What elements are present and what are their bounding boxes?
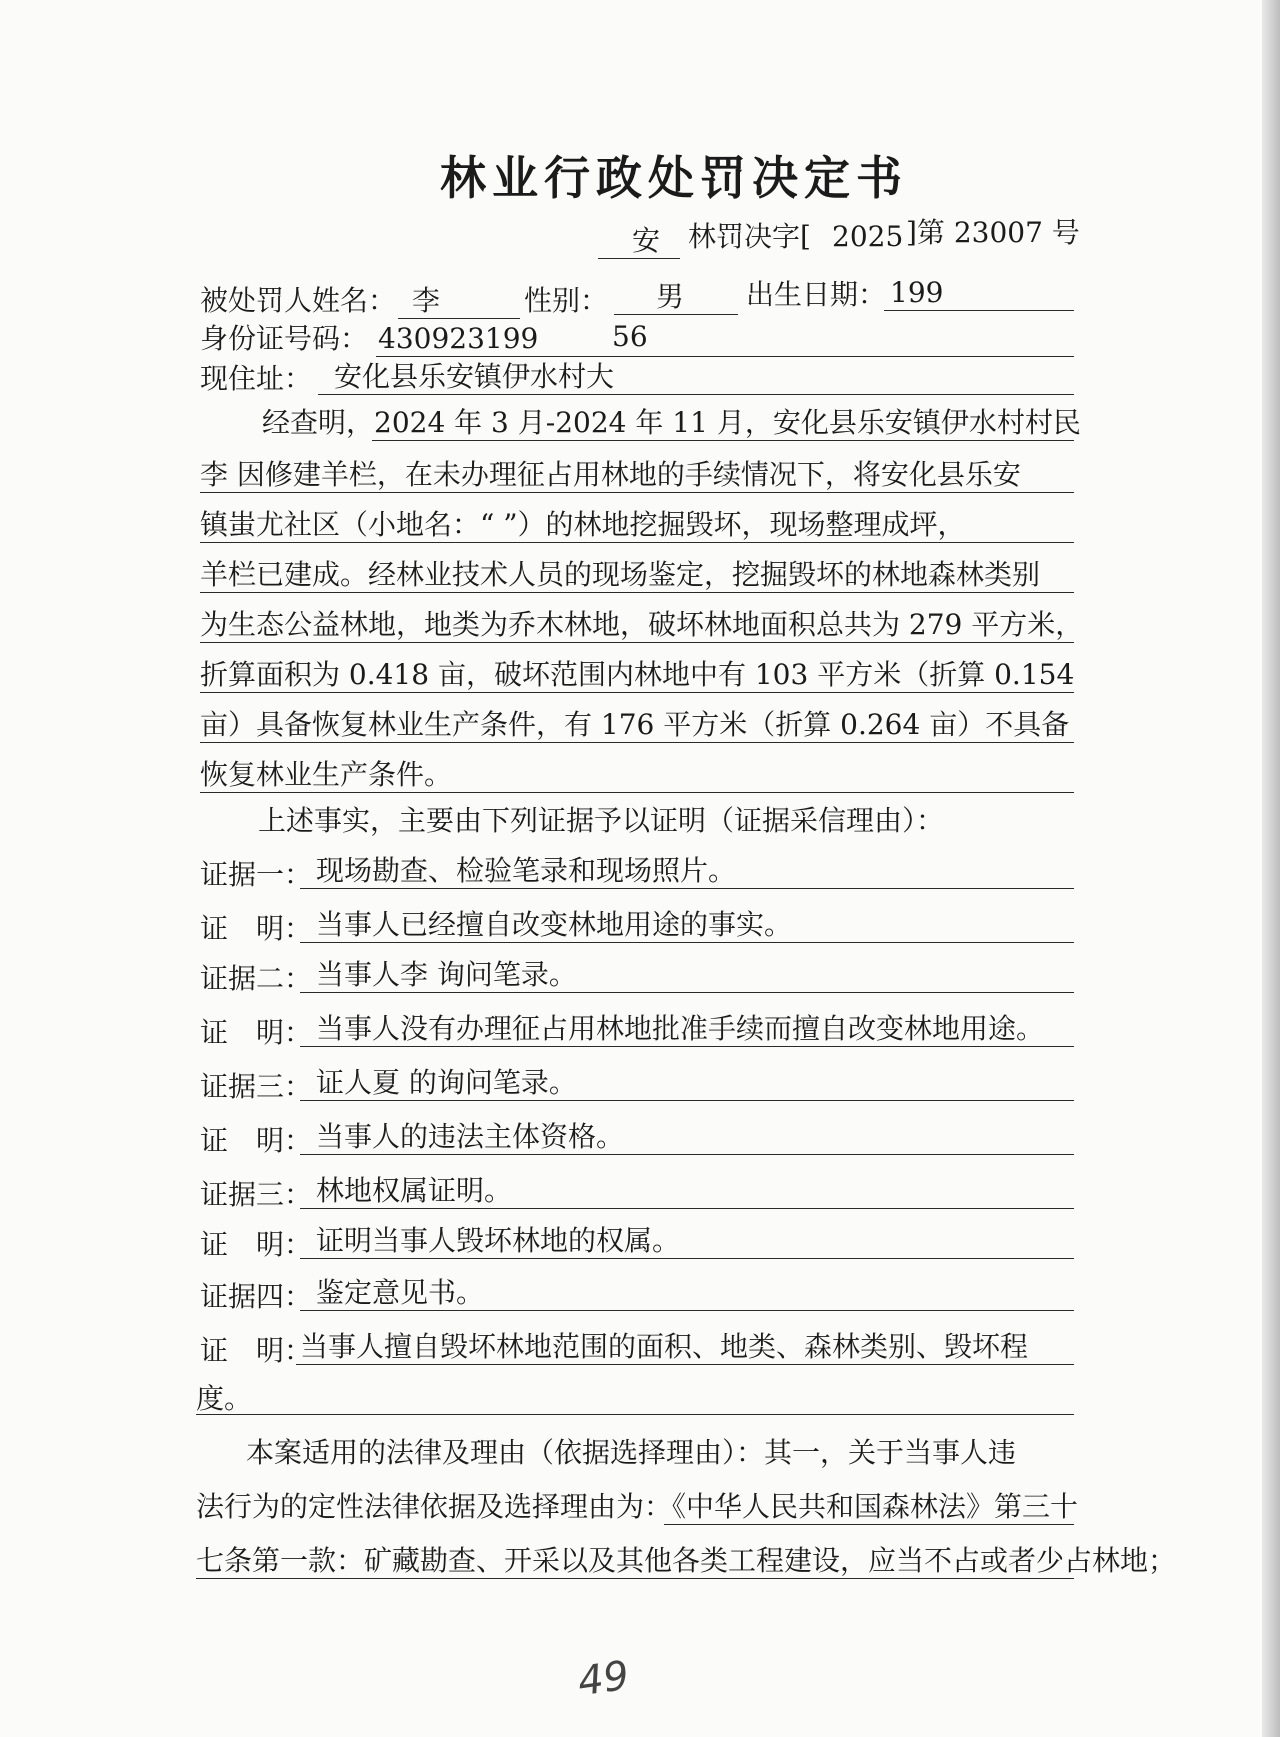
underline xyxy=(300,1046,1074,1047)
evidence-text: 林地权属证明。 xyxy=(316,1174,513,1207)
gender-label: 性别： xyxy=(524,284,609,317)
fact-line: 镇蚩尤社区（小地名：“ ”）的林地挖掘毁坏，现场整理成坪， xyxy=(200,508,966,541)
underline xyxy=(598,258,680,259)
underline xyxy=(300,1100,1074,1101)
page-number: 49 xyxy=(575,1652,632,1706)
evidence-intro: 上述事实，主要由下列证据予以证明（证据采信理由）： xyxy=(258,804,945,837)
id-part2: 56 xyxy=(612,320,648,353)
underline xyxy=(200,592,1074,593)
underline xyxy=(614,314,738,315)
address-label: 现住址： xyxy=(200,362,313,395)
evidence-label: 证据一： xyxy=(200,858,313,891)
underline xyxy=(318,394,1074,395)
evidence-label: 证 明： xyxy=(200,1124,313,1157)
underline xyxy=(200,542,1074,543)
law-line: 本案适用的法律及理由（依据选择理由）：其一，关于当事人违 xyxy=(246,1436,1017,1469)
evidence-text: 当事人已经擅自改变林地用途的事实。 xyxy=(316,908,793,941)
evidence-label: 证据二： xyxy=(200,962,313,995)
evidence-label: 证 明： xyxy=(200,1334,313,1367)
evidence-text: 证明当事人毁坏林地的权属。 xyxy=(316,1224,681,1257)
underline xyxy=(664,1524,1074,1525)
fact-line: 经查明，2024 年 3 月-2024 年 11 月，安化县乐安镇伊水村村民 xyxy=(262,406,1081,439)
underline xyxy=(884,310,1074,311)
fact-line: 亩）具备恢复林业生产条件，有 176 平方米（折算 0.264 亩）不具备 xyxy=(200,708,1070,741)
case-type: 林罚决字[ xyxy=(688,220,811,253)
underline xyxy=(300,1154,1074,1155)
person-birth: 199 xyxy=(890,276,944,309)
evidence-text: 鉴定意见书。 xyxy=(316,1276,485,1309)
id-part1: 430923199 xyxy=(378,322,539,355)
evidence-text: 当事人的违法主体资格。 xyxy=(316,1120,625,1153)
underline xyxy=(196,1414,1074,1415)
underline xyxy=(300,1258,1074,1259)
evidence-label: 证据三： xyxy=(200,1178,313,1211)
law-line: 七条第一款：矿藏勘查、开采以及其他各类工程建设，应当不占或者少占林地； xyxy=(196,1544,1177,1577)
underline xyxy=(200,642,1074,643)
underline xyxy=(200,742,1074,743)
case-org: 安 xyxy=(632,224,661,257)
fact-line: 李 因修建羊栏，在未办理征占用林地的手续情况下，将安化县乐安 xyxy=(200,458,1021,491)
evidence-label: 证 明： xyxy=(200,1016,313,1049)
underline xyxy=(300,1208,1074,1209)
person-gender: 男 xyxy=(656,280,685,313)
evidence-text: 证人夏 的询问笔录。 xyxy=(316,1066,577,1099)
underline xyxy=(300,888,1074,889)
underline xyxy=(300,1310,1074,1311)
case-suffix: ]第 23007 号 xyxy=(906,216,1080,249)
document-title: 林业行政处罚决定书 xyxy=(440,151,908,205)
underline xyxy=(300,942,1074,943)
evidence-tail: 度。 xyxy=(196,1382,253,1415)
case-year: 2025 xyxy=(832,220,904,253)
fact-line: 恢复林业生产条件。 xyxy=(200,758,453,791)
law-line: 法行为的定性法律依据及选择理由为：《中华人民共和国森林法》第三十 xyxy=(196,1490,1079,1523)
evidence-label: 证据四： xyxy=(200,1280,313,1313)
underline xyxy=(200,792,1074,793)
underline xyxy=(200,692,1074,693)
evidence-label: 证 明： xyxy=(200,912,313,945)
underline xyxy=(296,1364,1074,1365)
name-label: 被处罚人姓名： xyxy=(200,284,397,317)
evidence-label: 证据三： xyxy=(200,1070,313,1103)
evidence-text: 当事人擅自毁坏林地范围的面积、地类、森林类别、毁坏程 xyxy=(300,1330,1029,1363)
underline xyxy=(200,492,1074,493)
evidence-text: 现场勘查、检验笔录和现场照片。 xyxy=(316,854,737,887)
underline xyxy=(196,1578,1074,1579)
underline xyxy=(398,318,520,319)
person-address: 安化县乐安镇伊水村大 xyxy=(334,360,615,393)
birth-label: 出生日期： xyxy=(746,278,887,311)
fact-line: 折算面积为 0.418 亩，破坏范围内林地中有 103 平方米（折算 0.154 xyxy=(200,658,1075,691)
fact-line: 为生态公益林地，地类为乔木林地，破坏林地面积总共为 279 平方米， xyxy=(200,608,1084,641)
page-edge-shadow xyxy=(1262,0,1280,1737)
evidence-text: 当事人李 询问笔录。 xyxy=(316,958,577,991)
evidence-text: 当事人没有办理征占用林地批准手续而擅自改变林地用途。 xyxy=(316,1012,1045,1045)
person-name: 李 xyxy=(412,284,441,317)
underline xyxy=(300,992,1074,993)
evidence-label: 证 明： xyxy=(200,1228,313,1261)
underline xyxy=(372,440,1074,441)
fact-line: 羊栏已建成。经林业技术人员的现场鉴定，挖掘毁坏的林地森林类别 xyxy=(200,558,1041,591)
id-label: 身份证号码： xyxy=(200,322,369,355)
underline xyxy=(376,356,1074,357)
